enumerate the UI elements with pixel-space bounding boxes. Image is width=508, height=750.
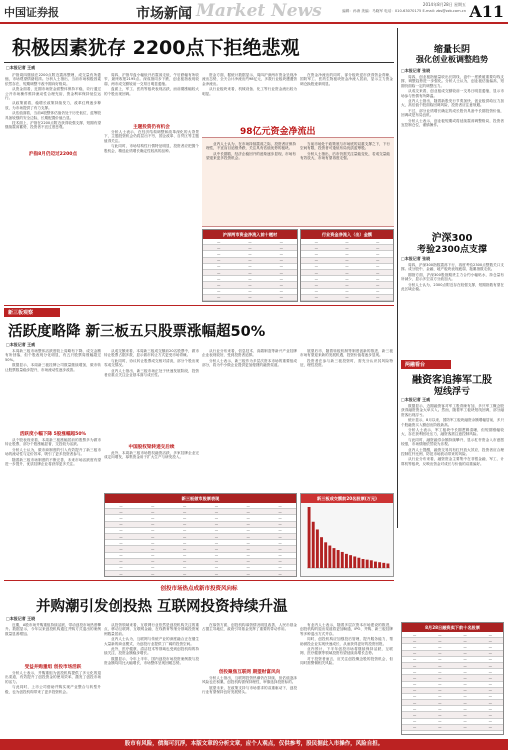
right-title-2: 沪深300 <box>431 233 473 244</box>
neeq-subhead-1: 活跃度小幅下降 5股涨幅超50% <box>19 432 87 437</box>
table-row: — — — <box>203 239 297 245</box>
right-byline-3: □本报记者 王威 <box>401 397 431 402</box>
table-row: — — — <box>301 282 393 288</box>
table-row: — — — — <box>402 675 503 681</box>
table-row: — — — — <box>402 669 503 675</box>
table-row: — — — — — — <box>105 515 296 521</box>
table-row: — — — — <box>402 650 503 656</box>
table-row: — — — <box>301 239 393 245</box>
table-row: — — — — — — <box>105 533 296 539</box>
main-article-col-2: 周四，沪指早盘小幅低开后震荡走低，午后跌幅有所收窄，最终收报2195点。深成指同步下跌，创业板指表现较弱，两市成交额较前一交易日明显萎缩。 盘面上，军工、医药等板块表现活跃，而前期涨幅较大的个股出现回调。 <box>104 73 199 96</box>
table-row: — — — <box>203 276 297 282</box>
bottom-article-col-1b: 分析人士表示，并购重组为创投机构提供了多元化的退出渠道，有效提升了创投资金的使用效率，激发了创投市场的活力。 与此同时，上市公司借助并购实现产业整合与转型升级，也为创投机构带来了更多投资机会。 <box>5 671 101 694</box>
table-row: — — — — <box>402 718 503 724</box>
main-byline: □本报记者 王威 <box>6 65 36 70</box>
table-row: — — — — <box>402 644 503 650</box>
main-subhead-2: 主题投资仍有机会 <box>133 125 170 130</box>
bottom-subhead-1: 受益并购重组 创投市场活跃 <box>24 665 82 670</box>
main-article-col-2b: 分析人士表示，在经济结构调整和改革深化的大背景下，主题投资机会仍将层出不穷，国企改革、自贸区等主题值得关注。 与此同时，市场结构性行情特征明显，投资者应把握个股机会，精选业绩增长确定性较高的品种。 <box>104 130 199 153</box>
table-row: — — — — <box>402 724 503 730</box>
table-row: — — — <box>203 257 297 263</box>
industry-flow-rows <box>301 239 393 302</box>
table-row: — — — — <box>402 712 503 718</box>
table-row: — — — — <box>402 638 503 644</box>
bottom-article-col-1: 近期，A股市场并购重组持续活跃，带动创投市场热度攀升。数据显示，今年以来创投机构通过并购方式退出的案例数量显著增加。 <box>5 623 101 636</box>
table-row: — — — <box>203 251 297 257</box>
neeq-table-title: 新三板做市股票表现 <box>105 494 296 503</box>
section-title-en: Market News <box>196 1 322 21</box>
chart-bar <box>362 559 365 568</box>
table-row: — — — — — — <box>105 546 296 552</box>
bottom-article-col-2: 从投资领域来看，互联网行业依然是创投机构关注的重点，移动互联网、互联网金融、在线教育等细分领域投资案例数量居前。 业内人士认为，互联网与传统产业的深度融合正在催生大量新的商业模式，为创投行业提供了广阔的投资空间。 此外，医疗健康、清洁技术等领域也受到创投机构的持续关注，投资金额稳步增长。 数据显示，今年上半年，国内创投市场投资案例数与投资金额均同比大幅增长，市场整体呈现回暖态势。 <box>104 623 199 666</box>
editor-info: 编辑：孙涛 美编：马晓军 电话：010-63070175 E-mail: zbs@zzb.com.cn <box>342 9 466 13</box>
right-article-2: 周四，沪深300指数震荡下行，再度考验2300点整数关口支撑。成分股中，金融、地产板块表现疲弱，拖累指数走低。 期指方面，沪深300股指期货主力合约小幅贴水，持仓量有所减少，显示多空双方分歧加大。 分析人士认为，2300点附近存在较强支撑，短期指数有望在此区域企稳。 <box>401 263 504 292</box>
bottom-article-col-3: 在募资方面，创投机构募资情况明显改善，人民币基金占据主导地位，政府引导基金发挥了重要的带动作用。 <box>202 623 297 632</box>
table-row: — — — — — — <box>105 509 296 515</box>
headline-rule <box>4 62 394 63</box>
right-byline-1: □本报记者 张晓 <box>401 68 431 73</box>
bottom-section-label: 创投市场热点成新市投资风向标 <box>160 586 238 592</box>
neeq-article-col-2: 从成交额来看，本周新三板成交额前20名股票中，做市转让股票占据多数，显示做市转让方式更受市场青睐。 与此同时，协议转让股票成交相对清淡，部分个股出现零成交情况。 业内人士指出，新三板市场正处于快速发展阶段，投资者应重点关注企业基本面与成长性。 <box>104 349 199 378</box>
chart-bar <box>312 522 315 568</box>
right-article-3: 数据显示，近期融资客对军工股青睐有加，多只军工概念股获得融资资金大举买入。然而，随着军工板块短线回调，部分融资客出现浮亏。 统计显示，8月以来，国防军工板块融资余额增幅居前，多只个股融资买入额创出阶段新高。 分析人士表示，军工板块中长期逻辑清晰，但短期涨幅较大，存在获利回吐压力，融资客需注意控制风险。 与此同时，融资融券余额持续攀升，显示杠杆资金入市意愿较强，市场情绪依然较为乐观。 业内人士提醒，融资交易具有杠杆放大效应，投资者应合理控制杠杆比例，防范市场波动带来的风险。 从行业分布来看，融资资金主要集中在非银金融、军工、计算机等板块，反映出资金对成长与价值的双重偏好。 <box>401 404 504 466</box>
table-row: — — — — <box>402 706 503 712</box>
neeq-chart-title: 新三板成交额前20名股票(万元) <box>301 494 393 503</box>
right-byline-2: □本报记者 张晓 <box>401 256 431 261</box>
page-number: A11 <box>469 2 504 21</box>
table-row: — — — — <box>402 656 503 662</box>
table-row: — — — — — — <box>105 527 296 533</box>
sidebar-subhead: 沪指8月仍迈过2200点 <box>28 152 78 157</box>
chart-bar <box>374 562 377 568</box>
table-row: — — — <box>203 288 297 294</box>
table-row: — — — — — — <box>105 521 296 527</box>
table-row: — — — — <box>402 681 503 687</box>
neeq-performance-table <box>104 493 297 577</box>
main-article-col-1: 沪指周四继续在2200点附近震荡整理，成交量有所萎缩，市场观望情绪较浓。分析人士指出，当前市场积极因素依然存在，短期调整不改中期向好格局。 从资金面看，近期市场资金面整体保持平稳，央行通过公开市场操作维持流动性合理充裕，资金利率保持低位运行。 从政策面看，稳增长政策持续发力，改革红利逐步释放，为市场提供了有力支撑。 从估值面看，当前A股整体估值仍处于历史低位，蓝筹股具备较强的安全边际，长期配置价值凸显。 技术面上，沪指在2200点附近获得较强支撑，短期有望继续震荡蓄势，投资者不宜过度悲观。 <box>5 73 101 130</box>
table-row <box>203 300 297 302</box>
table-row: — — — — — — <box>105 503 296 509</box>
table-row: — — — — <box>402 731 503 736</box>
section-bar-neeq: 新三板观察 <box>4 308 60 317</box>
column-divider <box>397 28 398 528</box>
chart-bar <box>320 537 323 568</box>
chart-bar <box>349 555 352 568</box>
table-row: — — — — — — <box>105 552 296 558</box>
chart-bar <box>370 560 373 568</box>
chart-bar <box>308 507 311 568</box>
chart-heading: 98亿元资金净流出 <box>240 127 316 137</box>
table-row <box>301 300 393 302</box>
quote-right: 当前市场处于政策底与市场底的双重支撑之下，下行空间有限，投资者可逢低布局优质蓝筹股。 分析人士指出，后市仍需关注量能变化，若成交量能有效放大，市场有望再度走强。 <box>300 142 390 161</box>
neeq-byline: □本报记者 王威 <box>6 342 36 347</box>
table-row: — — — — <box>402 700 503 706</box>
chart-bar <box>353 556 356 568</box>
table-row: — — — <box>203 245 297 251</box>
neeq-table-rows <box>105 503 296 577</box>
chart-bar <box>382 563 385 568</box>
chart-bar <box>345 554 348 568</box>
section-divider-middle <box>4 305 394 306</box>
capital-inflow-table <box>202 229 298 302</box>
neeq-turnover-chart <box>300 493 394 577</box>
table-row: — — — <box>301 245 393 251</box>
industry-flow-table <box>300 229 394 302</box>
industry-flow-table-title: 行业资金净流入（出）金额 <box>301 230 393 239</box>
table-row: — — — — — — <box>105 564 296 570</box>
section-title-cn: 市场新闻 <box>136 6 192 22</box>
bottom-headline: 并购潮引发创投热 互联网投资持续升温 <box>36 599 288 615</box>
table-row: — — — <box>203 269 297 275</box>
neeq-chart-svg <box>301 503 393 576</box>
table-row: — — — — <box>402 687 503 693</box>
right-title-2b: 考验2300点支撑 <box>416 245 488 255</box>
capital-inflow-rows <box>203 239 297 302</box>
highlight-quote-box <box>202 137 394 227</box>
table-row: — — — — <box>402 662 503 668</box>
neeq-article-col-2b: 此外，本周新三板市场股权融资活跃，多家挂牌企业完成定向增发，募集资金用于扩大生产与研发投入。 <box>104 451 199 460</box>
neeq-subhead-2: 中国股权梁转递交后续 <box>128 445 175 450</box>
chart-bar <box>316 529 319 568</box>
table-row: — — — <box>301 263 393 269</box>
section-divider-bottom <box>4 580 394 581</box>
right-title-3b: 短线浮亏 <box>433 387 470 397</box>
chart-bar <box>328 546 331 568</box>
margin-top10-rows <box>402 632 503 735</box>
issue-date: 2014年8月28日 星期五 <box>422 2 466 7</box>
paper-name: 中国证券报 <box>4 6 59 19</box>
main-article-col-4: 在资金净流出的同时，部分板块逆市获得资金青睐，国防军工、医药生物板块资金净流入居前，显示主力资金调仓换股迹象明显。 <box>300 73 393 86</box>
margin-top10-title: 8月28日融资卖下前十名股票 <box>402 623 503 632</box>
main-article-col-3: 资金方面，据统计数据显示，周四沪深两市资金呈现净流出态势，全天合计净流出约98亿元，多数行业板块遭遇资金净流出。 从行业板块来看，机械设备、化工等行业资金流出较为明显。 <box>202 73 297 96</box>
bottom-article-col-3b: 分析人士指出，互联网投资热潮仍在持续，但估值泡沫风险也在积累，创投机构需保持理性，审慎选择投资标的。 展望未来，在政策支持与市场需求的双重驱动下，创投行业有望保持良好发展势头。 <box>202 676 297 695</box>
table-row: — — — — — — <box>105 571 296 577</box>
chart-bar <box>341 552 344 568</box>
table-row: — — — — — — <box>105 540 296 546</box>
table-row: — — — <box>203 294 297 300</box>
table-row: — — — <box>301 294 393 300</box>
neeq-article-col-1: 本周新三板市场整体活跃度较上周略有下降，成交金额有所回落，但个股表现分化明显，有五只股票周涨幅超过50%。 数据显示，本周新三板挂牌公司数量继续增加，做市转让股票数量稳步提升，市场流动性逐步改善。 <box>5 349 101 372</box>
section-bar-margin: 两融看台 <box>401 360 451 369</box>
quote-left: 业内人士认为，在市场持续震荡之际，投资者应保持理性，不宜盲目追涨杀跌，关注具有估值优势的板块。 从中长期看，经济企稳回升的迹象逐步显现，市场有望迎来更多投资机会。 <box>206 142 296 161</box>
right-title-3: 融资客追捧军工股 <box>412 375 492 386</box>
right-title-1b: 强化创业板调整趋势 <box>416 55 488 64</box>
bottom-article-col-4: 有业内人士表示，随着多层次资本市场建设的推进，创投机构的退出渠道将更加畅通，IPO、并购、新三板挂牌等多种退出方式并存。 同时，创投机构应加强投后管理，提升服务能力，帮助被投企业实现快速成长，从而获得更好的投资回报。 业内预计，下半年创投市场将继续保持活跃，互联网、医疗健康等领域投资有望延续高增长态势。 对于投资者而言，应关注创投概念股的投资机会，但同时需警惕相关风险。 <box>300 623 393 666</box>
main-headline: 积极因素犹存 2200点下拒绝悲观 <box>12 37 300 59</box>
neeq-article-col-4: 展望后市，随着转板机制等制度创新的推进，新三板市场有望迎来新的发展机遇，投资价值将逐步显现。 投资者在参与新三板投资时，需充分认识其风险特征，理性投资。 <box>300 349 393 368</box>
table-row: — — — <box>203 282 297 288</box>
masthead <box>0 0 508 24</box>
bottom-subhead-2: 创投聚焦互联网 期望财富风向 <box>218 670 281 675</box>
neeq-headline: 活跃度略降 新三板五只股票涨幅超50% <box>8 324 266 340</box>
table-row: — — — — <box>402 632 503 638</box>
chart-bar <box>324 542 327 568</box>
chart-bar <box>378 562 381 568</box>
margin-top10-table <box>401 622 504 735</box>
table-row: — — — — <box>402 693 503 699</box>
neeq-article-col-3: 从行业分布来看，信息技术、高端制造等新兴产业挂牌企业表现较好，受到投资者追捧。 分析人士表示，新三板作为多层次资本市场的重要组成部分，将为中小微企业提供更加便捷的融资渠道。 <box>202 349 297 368</box>
chart-bar <box>366 560 369 568</box>
capital-inflow-table-title: 沪深两市资金净流入前十题材 <box>203 230 297 239</box>
table-row: — — — <box>301 276 393 282</box>
chart-bar <box>386 564 389 568</box>
right-article-1: 周四，创业板指缩量收出长阴线，盘中一度跌破重要均线支撑，调整趋势进一步强化。分析人士认为，创业板估值偏高，短期仍面临一定的调整压力。 从成交来看，创业板成交额较前一交易日明显萎缩，显示市场参与热情有所降温。 业内人士指出，随着新股发行节奏加快，创业板供给压力加大，高估值个股面临回调风险，投资者应注意规避。 不过，部分业绩增长确定的成长股仍具备中长期投资价值，回调或是布局良机。 分析人士表示，创业板短期或将延续震荡调整格局，投资者宜控制仓位，谨慎操作。 <box>401 75 504 128</box>
chart-bar <box>357 558 360 568</box>
bottom-byline: □本报记者 王晓 <box>6 616 36 621</box>
table-row: — — — <box>301 257 393 263</box>
table-row: — — — <box>203 263 297 269</box>
right-title-1: 缩量长阴 <box>433 45 470 55</box>
page-footer: 股市有风险，债海可沉浮，本版文章的分析文章，应个人观点，仅供参考，股民据此入市操作，风险自担。 <box>0 739 508 750</box>
chart-bar <box>333 548 336 568</box>
table-row: — — — <box>301 288 393 294</box>
table-row: — — — — — — <box>105 558 296 564</box>
neeq-article-col-1b: 从个股表现来看，本周新三板涨幅居前的股票多为做市转让股票，部分个股涨幅显著，交投较为活跃。 分析人士认为，做市商制度的引入有效提升了新三板市场的流动性与定价效率，吸引了更多投资者参与。 随着新三板市场制度的不断完善，未来市场活跃度有望进一步提升，优质挂牌企业将获得更多关注。 <box>5 438 101 467</box>
table-row: — — — <box>301 251 393 257</box>
table-row: — — — <box>301 269 393 275</box>
chart-bar <box>337 550 340 568</box>
